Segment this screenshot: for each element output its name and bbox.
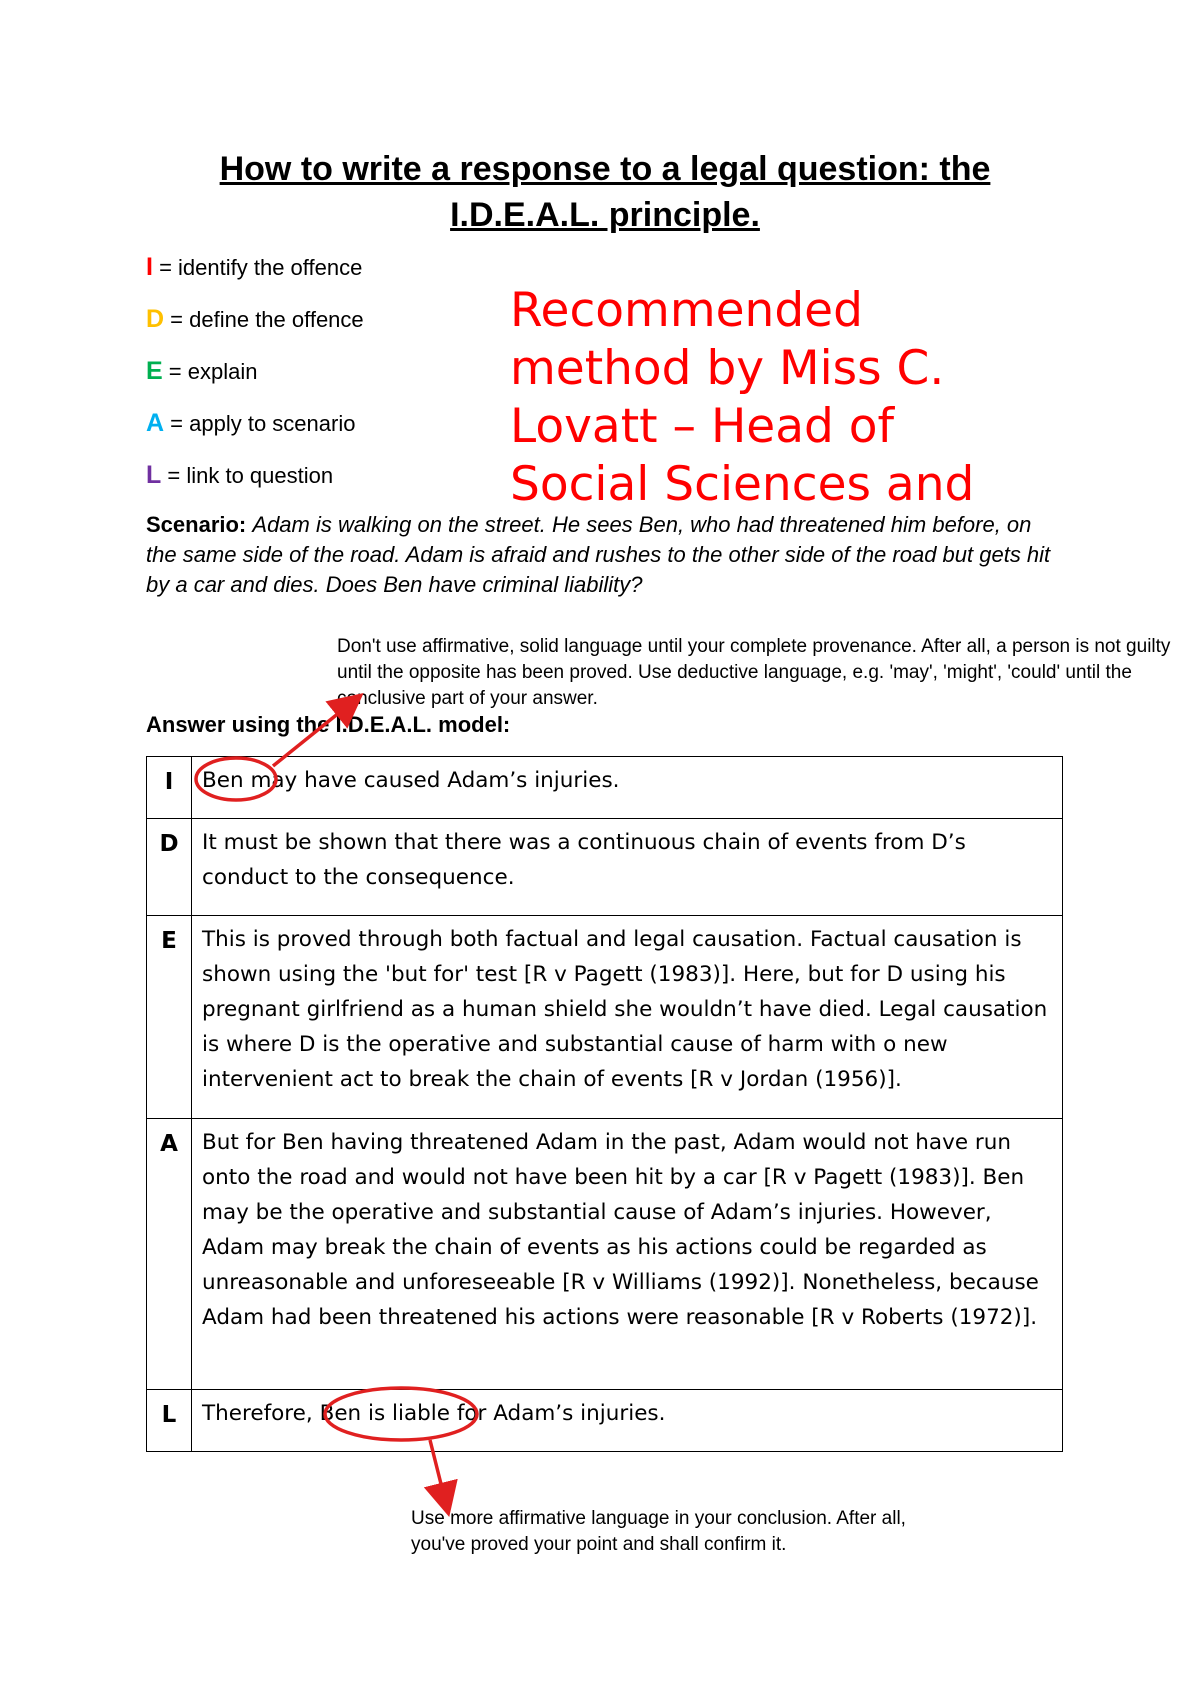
annotation-arrow-top <box>273 704 350 766</box>
row-letter: L <box>147 1390 192 1452</box>
recommendation-line: Recommended <box>510 283 863 338</box>
legend-text: = apply to scenario <box>164 411 356 436</box>
scenario-label: Scenario: <box>146 512 247 537</box>
annotation-arrow-bottom <box>430 1440 445 1500</box>
annotation-note-deductive: Don't use affirmative, solid language until your complete provenance. After all, a person is not guilty until the opposite has been proved. Use deductive language, e.g. 'may', 'might', 'could' until the conclusive part of your answer. <box>337 636 1171 709</box>
legend-text: = define the offence <box>164 307 364 332</box>
legend-text: = explain <box>162 359 258 384</box>
highlight-ellipse-liable <box>325 1388 477 1440</box>
legend-text: = identify the offence <box>152 255 363 280</box>
highlight-ellipse-may <box>196 758 276 800</box>
row-letter: E <box>147 916 192 1119</box>
legend-letter: L <box>146 461 162 489</box>
answer-heading: Answer using the I.D.E.A.L. model: <box>146 712 511 737</box>
row-letter: A <box>147 1119 192 1390</box>
recommendation-line: method by Miss C. <box>510 341 945 396</box>
row-letter: D <box>147 819 192 916</box>
recommendation-line: Social Sciences and <box>510 457 975 512</box>
row-content: But for Ben having threatened Adam in the past, Adam would not have run onto the road and would not have been hit by a car [R v Pagett (1983)]. Ben may be the operative and substantial cause of Adam’s injuries. However, Adam may break the chain of events as his actions could be regarded as unreasonable and unforeseeable [R v Williams (1992)]. Nonetheless, because Adam had been threatened his actions were reasonable [R v Roberts (1972)]. <box>192 1119 1063 1390</box>
row-content: It must be shown that there was a continuous chain of events from D’s conduct to the consequence. <box>192 819 1063 916</box>
row-content: This is proved through both factual and legal causation. Factual causation is shown using the 'but for' test [R v Pagett (1983)]. Here, but for D using his pregnant girlfriend as a human shield she wouldn’t have died. Legal causation is where D is the operative and substantial cause of harm with o new intervenient act to break the chain of events [R v Jordan (1956)]. <box>192 916 1063 1119</box>
row-letter: I <box>147 757 192 819</box>
row-content: Therefore, Ben is liable for Adam’s injuries. <box>192 1390 1063 1452</box>
recommendation-line: Lovatt – Head of <box>510 399 895 454</box>
legend-letter: A <box>146 409 165 437</box>
scenario-text: Adam is walking on the street. He sees Ben, who had threatened him before, on the same side of the road. Adam is afraid and rushes to the other side of the road but gets hit by a car and dies. Does Ben have criminal liability? <box>146 512 1051 597</box>
legend-letter: D <box>146 305 165 333</box>
annotation-note-affirmative: Use more affirmative language in your conclusion. After all, you've proved your point and shall confirm it. <box>411 1508 906 1555</box>
title-line-1: How to write a response to a legal question: the <box>219 150 991 188</box>
legend-letter: I <box>146 253 153 281</box>
title-line-2: I.D.E.A.L. principle. <box>450 196 760 234</box>
legend-text: = link to question <box>161 463 334 488</box>
row-content: Ben may have caused Adam’s injuries. <box>192 757 1063 819</box>
legend-letter: E <box>146 357 163 385</box>
